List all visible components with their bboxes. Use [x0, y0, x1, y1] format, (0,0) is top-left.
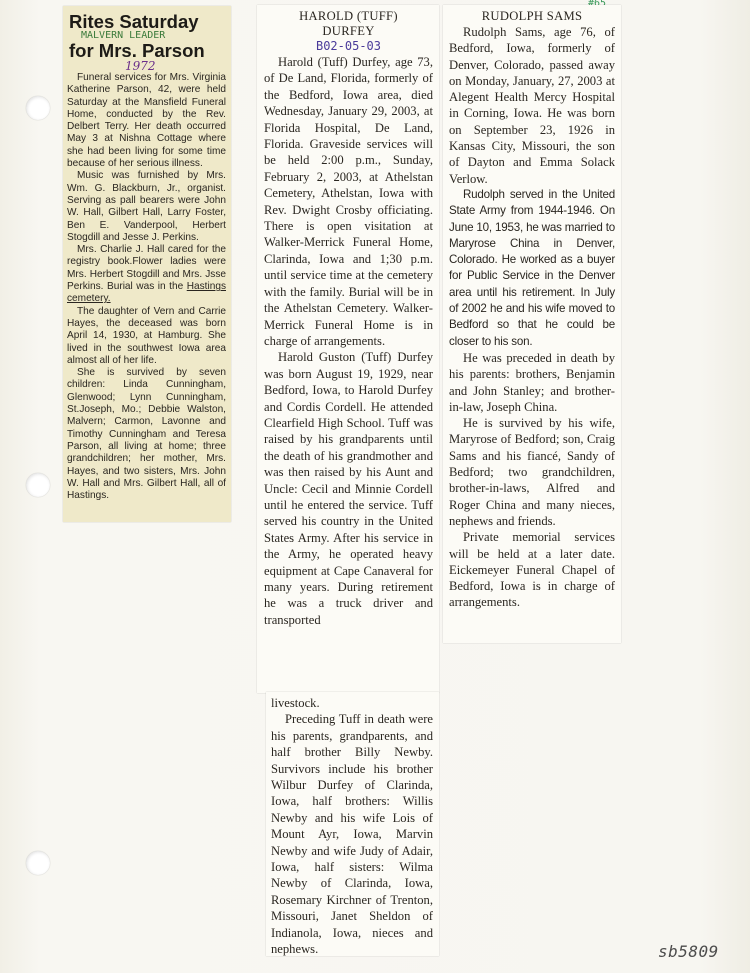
handwritten-year-note: 1972 — [125, 59, 156, 73]
paragraph — [67, 244, 226, 305]
obituary-title-line2: DURFEY — [322, 24, 375, 38]
burial-place: Hastings cemetery. — [67, 281, 226, 305]
paragraph: The daughter of Vern and Carrie Hayes, the deceased was born April 14, 1930, at Hamburg. She lived in the southwest Iowa area almost all of her life. — [67, 305, 226, 366]
obituary-title-line1: HAROLD (TUFF) — [299, 9, 398, 23]
paragraph: He was preceded in death by his parents: brothers, Benjamin and John Stanley; and brother-in-law, Joseph China. — [449, 350, 615, 414]
paragraph-continuation: livestock. — [271, 696, 320, 710]
binder-hole — [26, 851, 50, 875]
paragraph: Rudolph Sams, age 76, of Bedford, Iowa, formerly of Denver, Colorado, passed away on Monday, January, 27, 2003 at Alegent Health Mercy Hospital in Corning, Iowa. He was born on September 23, 1926 in Kansas City, Missouri, the son of Dayton and Emma Solack Verlow. — [449, 25, 615, 186]
paragraph: He is survived by his wife, Maryrose of Bedford; son, Craig Sams and his fiancé, Sandy of Bedford; two grandchildren, brother-in-laws, Alfred and Roger China and many nieces, nephews and friends. — [449, 416, 615, 528]
obituary-clipping-durfey-top — [257, 5, 439, 693]
paragraph: Music was furnished by Mrs. Wm. G. Blackburn, Jr., organist. Serving as pall bearers were John W. Hall, Gilbert Hall, Larry Foster, Ben E. Vanderpool, Herbert Stogdill and Jesse J. Perkins. — [67, 170, 226, 243]
binder-hole — [26, 96, 50, 120]
headline-top: Rites Saturday — [69, 11, 199, 32]
obituary-clipping-durfey-continued — [266, 692, 439, 956]
paragraph: Harold Guston (Tuff) Durfey was born August 19, 1929, near Bedford, Iowa, to Harold Durfey and Cordis Cordell. He attended Clearfield High School. Tuff was raised by his grandparents until the death of his grandmother and was then raised by his Aunt and Uncle: Cecil and Minnie Cordell until he entered the service. Tuff served his country in the United States Army. After his service in the Army, he operated heavy equipment at Cape Canaveral for many years. During retirement he was a truck driver and transported — [264, 350, 433, 627]
obituary-title: RUDOLPH SAMS — [481, 9, 583, 23]
paragraph: Harold (Tuff) Durfey, age 73, of De Land, Florida, formerly of the Bedford, Iowa area, died Wednesday, January 29, 2003, at Florida Hospital, De Land, Florida. Graveside services will be held 2:00 p.m., Sunday, February 2, 2003, at Athelstan Cemetery, Athelstan, Iowa with Rev. Dwight Crosby officiating. There is open visitation at Walker-Merrick Funeral Home, Clarinda, Iowa and 1;30 p.m. until service time at the cemetery with the family. Burial will be in the Athelstan Cemetery. Walker-Merrick Funeral Home is in charge of arrangements. — [264, 55, 433, 348]
binder-hole — [26, 473, 50, 497]
handwritten-source-note: MALVERN LEADER — [81, 30, 166, 41]
paragraph: Rudolph served in the United State Army from 1944-1946. On June 10, 1953, he was married to Maryrose China in Denver, Colorado. He worked as a buyer for Public Service in the Denver area until his retirement. In July of 2002 he and his wife moved to Bedford so that he could be closer to his son. — [449, 187, 615, 348]
paragraph: Preceding Tuff in death were his parents, grandparents, and half brother Billy Newby. Survivors include his brother Wilbur Durfey of Clarinda, Iowa, half brothers: Willis Newby and his wife Lois of Mount Ayr, Iowa, Marvin Newby and wife Judy of Adair, Iowa, half sisters: Wilma Newby of Clarinda, Iowa, Rosemary Kirchner of Trenton, Missouri, Janet Sheldon of Indianola, Iowa, nieces and nephews. — [271, 712, 433, 957]
obituary-clipping-sams — [443, 5, 621, 643]
handwritten-date-note: B02-05-03 — [315, 39, 382, 53]
obituary-clipping-parson — [63, 6, 231, 522]
paragraph: Private memorial services will be held at a later date. Eickemeyer Funeral Chapel of Bedford, Iowa is in charge of arrangements. — [449, 530, 615, 610]
paragraph: She is survived by seven children: Linda Cunningham, Glenwood; Lynn Cunningham, St.Joseph, Mo.; Debbie Walston, Malvern; Carmon, Lavonne and Timothy Cunningham and Teresa Parson, all living at home; three grandchildren; her mother, Mrs. Hayes, and two sisters, Mrs. John W. Hall and Mrs. Gilbert Hall, all of Hastings. — [67, 367, 226, 502]
headline-bottom: for Mrs. Parson — [69, 40, 205, 61]
catalog-number: sb5809 — [658, 942, 719, 961]
paragraph-text: Mrs. Charlie J. Hall cared for the registry book.Flower ladies were Mrs. Herbert Stogdill and Mrs. Jsse Perkins. Burial was in the — [67, 244, 226, 293]
paragraph: Funeral services for Mrs. Virginia Katherine Parson, 42, were held Saturday at the Mansfield Funeral Home, conducted by the Rev. Delbert Terry. Her death occurred May 3 at Nishna Cottage where she had been living for some time because of her serious illness. — [67, 72, 226, 170]
